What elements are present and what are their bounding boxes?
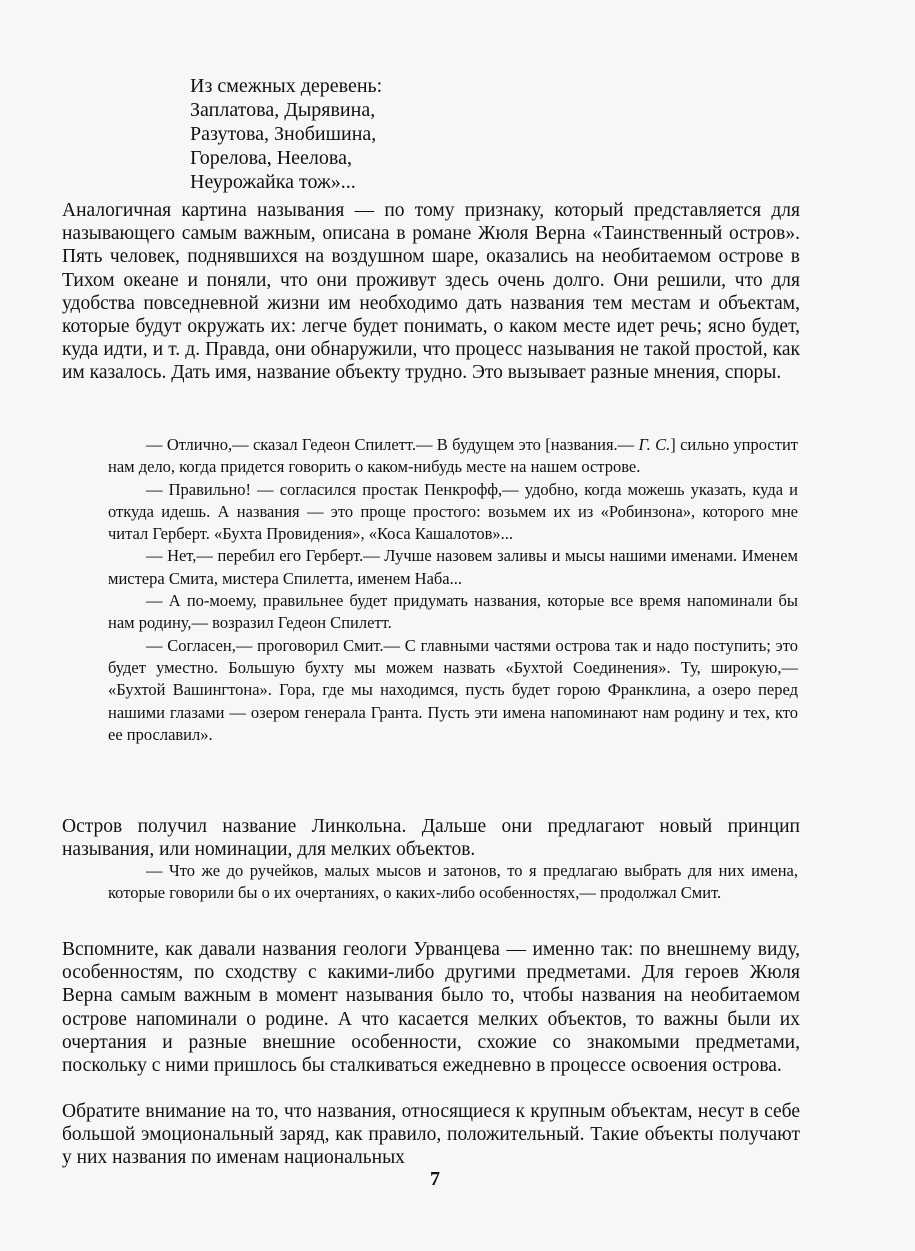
paragraph-3: Вспомните, как давали названия геологи Урванцева — именно так: по внешнему виду, особенностям, по сходству с какими-либо другими предметами. Для героев Жюля Верна самым важным в момент называния было то, чтобы названия на необитаемом острове напоминали о родине. А что касается мелких объектов, то важны были их очертания и разные внешние особенности, схожие со знакомыми предметами, поскольку с ними пришлось бы сталкиваться ежедневно в процессе освоения острова. [62, 939, 800, 1077]
verse-block [190, 74, 382, 194]
smith-quote [108, 860, 798, 905]
paragraph-1: Аналогичная картина называния — по тому признаку, который представляется для называющего самым важным, описана в романе Жюля Верна «Таинственный остров». Пять человек, поднявшихся на воздушном шаре, оказались на необитаемом острове в Тихом океане и поняли, что они проживут здесь очень долго. Они решили, что для удобства повседневной жизни им необходимо дать названия тем местам и объектам, которые будут окружать их: легче будет понимать, о каком месте идет речь; ясно будет, куда идти, и т. д. Правда, они обнаружили, что процесс называния не такой простой, как им казалось. Дать имя, название объекту трудно. Это вызывает разные мнения, споры. [62, 200, 800, 384]
verse-line: Разутова, Знобишина, [190, 123, 377, 145]
quote-initials: Г. С. [638, 435, 671, 454]
dialogue-quote [108, 434, 798, 746]
quote-line-5: — Согласен,— проговорил Смит.— С главными частями острова так и надо поступить; это будет уместно. Большую бухту мы можем назвать «Бухтой Соединения». Ту, широкую,— «Бухтой Вашингтона». Гора, где мы находимся, пусть будет горою Франклина, а озеро перед нашими глазами — озером генерала Гранта. Пусть эти имена напоминают нам родину и тех, кто ее прославил». [108, 635, 798, 744]
verse-line: Горелова, Неелова, [190, 147, 352, 169]
paragraph-2: Остров получил название Линкольна. Дальше они предлагают новый принцип называния, или номинации, для мелких объектов. [62, 816, 800, 861]
quote-line-2: — Правильно! — согласился простак Пенкрофф,— удобно, когда можешь указать, куда и откуда идешь. А названия — это проще простого: возьмем их из «Робинзона», которого мне читал Герберт. «Бухта Провидения», «Коса Кашалотов»... [108, 479, 798, 544]
verse-line: Заплатова, Дырявина, [190, 99, 376, 121]
quote-line-6: — Что же до ручейков, малых мысов и затонов, то я предлагаю выбрать для них имена, которые говорили бы о их очертаниях, о каких-либо особенностях,— продолжал Смит. [108, 861, 798, 903]
quote-text: — Отлично,— сказал Гедеон Спилетт.— В будущем это [названия.— [146, 435, 639, 454]
quote-line-1 [108, 434, 798, 479]
verse-line: Из смежных деревень: [190, 75, 383, 97]
page-number: 7 [430, 1168, 440, 1190]
quote-line-4: — А по-моему, правильнее будет придумать названия, которые все время напоминали бы нам родину,— возразил Гедеон Спилетт. [108, 591, 798, 633]
verse-line: Неурожайка тож»... [190, 171, 356, 193]
paragraph-4: Обратите внимание на то, что названия, относящиеся к крупным объектам, несут в себе большой эмоциональный заряд, как правило, положительный. Такие объекты получают у них названия по именам национальных [62, 1101, 800, 1169]
quote-line-3: — Нет,— перебил его Герберт.— Лучше назовем заливы и мысы нашими именами. Именем мистера Смита, мистера Спилетта, именем Наба... [108, 546, 798, 588]
quote-text: ] сильно упростит нам дело, когда придется говорить о каком-нибудь месте на нашем острове. [108, 435, 798, 477]
